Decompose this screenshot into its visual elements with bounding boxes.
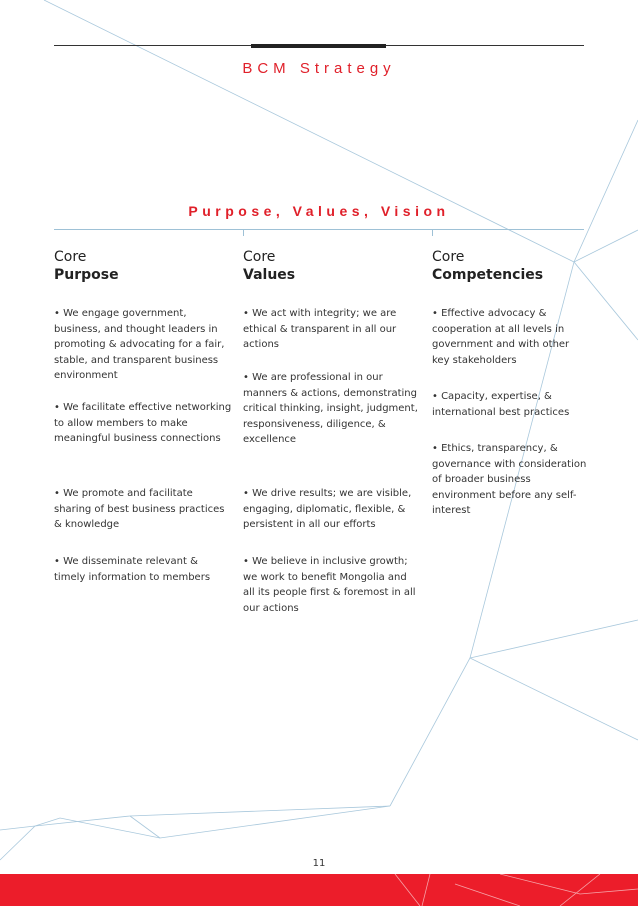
column-heading: Values — [243, 267, 296, 283]
column-core-competencies — [432, 248, 607, 517]
column-heading: Competencies — [432, 267, 544, 283]
section-title: Purpose, Values, Vision — [188, 203, 450, 219]
list-item: • Effective advocacy & cooperation at all levels in government and with other key stakeholders — [432, 308, 570, 366]
list-item: • Ethics, transparency, & governance with consideration of broader business environment before any self-interest — [432, 443, 587, 517]
page-number: 11 — [312, 858, 326, 869]
list-item: • Capacity, expertise, & international best practices — [432, 391, 570, 418]
list-item: • We believe in inclusive growth; we work to benefit Mongolia and all its people first & foremost in all our actions — [243, 556, 416, 614]
column-heading-prefix: Core — [432, 249, 465, 265]
list-item: • We are professional in our manners & actions, demonstrating critical thinking, insight, judgment, responsiveness, diligence, & excellence — [243, 372, 418, 446]
section-rule-tick — [243, 229, 244, 236]
list-item: • We act with integrity; we are ethical & transparent in all our actions — [243, 308, 397, 351]
column-core-purpose — [54, 248, 232, 583]
section-rule-tick — [432, 229, 433, 236]
column-heading-prefix: Core — [243, 249, 276, 265]
section-rule — [54, 229, 584, 230]
footer-decorative-lines — [0, 874, 638, 906]
header-rule-accent — [251, 44, 386, 48]
list-item: • We engage government, business, and thought leaders in promoting & advocating for a fair, stable, and transparent business environment — [54, 308, 225, 382]
list-item: • We facilitate effective networking to allow members to make meaningful business connections — [54, 402, 232, 445]
list-item: • We promote and facilitate sharing of best business practices & knowledge — [54, 488, 225, 531]
list-item: • We drive results; we are visible, engaging, diplomatic, flexible, & persistent in all our efforts — [243, 488, 412, 531]
column-core-values — [243, 248, 418, 614]
list-item: • We disseminate relevant & timely information to members — [54, 556, 211, 583]
column-heading: Purpose — [54, 267, 119, 283]
document-title: BCM Strategy — [242, 60, 396, 77]
column-heading-prefix: Core — [54, 249, 87, 265]
